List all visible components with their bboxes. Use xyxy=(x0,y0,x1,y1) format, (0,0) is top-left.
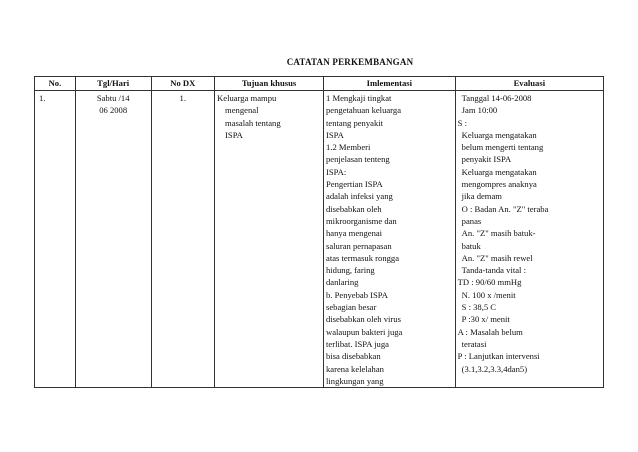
cell-line: (3.1,3.2,3.3,4dan5) xyxy=(461,363,528,374)
cell-line: Sabtu /14 xyxy=(96,93,130,103)
header-no: No. xyxy=(35,77,76,91)
cell-line: sebagian besar xyxy=(326,302,377,313)
cell-no-dx xyxy=(151,91,215,388)
cell-line: Tanggal 14-06-2008 xyxy=(461,93,532,103)
cell-tujuan-khusus xyxy=(215,91,324,388)
header-implementasi: Imlementasi xyxy=(324,77,456,91)
cell-line: walaupun bakteri juga xyxy=(326,326,403,337)
cell-line: ISPA xyxy=(225,129,243,140)
cell-line: P : Lanjutkan intervensi xyxy=(457,351,540,362)
cell-tgl-hari xyxy=(75,91,151,388)
cell-line: tentang penyakit xyxy=(326,117,384,128)
cell-line: An. "Z" masih batuk- xyxy=(461,228,536,239)
cell-line: 1 Mengkaji tingkat xyxy=(326,93,392,103)
cell-line: saluran pernapasan xyxy=(326,240,392,251)
cell-line: mengenal xyxy=(225,105,259,116)
cell-line: disebabkan oleh xyxy=(326,203,382,214)
cell-line: masalah tentang xyxy=(225,117,281,128)
cell-line: A : Masalah belum xyxy=(457,326,523,337)
cell-line: pengetahuan keluarga xyxy=(326,105,402,116)
cell-line: jika demam xyxy=(461,191,502,202)
cell-line: adalah infeksi yang xyxy=(326,191,393,202)
cell-line: O : Badan An. "Z" teraba xyxy=(461,203,549,214)
cell-line: S : xyxy=(457,117,467,128)
header-tgl-hari: Tgl/Hari xyxy=(75,77,151,91)
cell-line: 06 2008 xyxy=(99,105,128,116)
cell-line: penjelasan tenteng xyxy=(326,154,390,165)
cell-line: hidung, faring xyxy=(326,265,375,276)
table-header-row xyxy=(35,77,604,91)
cell-line: b. Penyebab ISPA xyxy=(326,289,388,300)
cell-line: Tanda-tanda vital : xyxy=(461,265,526,276)
header-evaluasi: Evaluasi xyxy=(455,77,603,91)
cell-evaluasi xyxy=(455,91,603,388)
cell-line: mengompres anaknya xyxy=(461,179,537,190)
cell-line: 1.2 Memberi xyxy=(326,142,371,153)
cell-line: N. 100 x /menit xyxy=(461,289,516,300)
cell-line: Jam 10:00 xyxy=(461,105,498,116)
cell-line: terlibat. ISPA juga xyxy=(326,338,389,349)
cell-line: panas xyxy=(461,215,482,226)
cell-line: belum mengerti tentang xyxy=(461,142,544,153)
cell-implementasi xyxy=(324,91,456,388)
cell-line: bisa disebabkan xyxy=(326,351,381,362)
cell-line: atas termasuk rongga xyxy=(326,252,400,263)
header-no-dx: No DX xyxy=(151,77,215,91)
cell-line: penyakit ISPA xyxy=(461,154,512,165)
cell-line: 1. xyxy=(179,93,186,103)
cell-line: Pengertian ISPA xyxy=(326,179,383,190)
page-title-text: CATATAN PERKEMBANGAN xyxy=(286,57,414,67)
cell-line: lingkungan yang xyxy=(326,375,384,386)
cell-line: 1. xyxy=(39,93,46,103)
page-title xyxy=(0,57,638,67)
cell-line: Keluarga mengatakan xyxy=(461,166,537,177)
cell-line: Keluarga mampu xyxy=(217,93,277,103)
cell-line: danlaring xyxy=(326,277,359,288)
cell-no xyxy=(35,91,76,388)
header-tujuan-khusus: Tujuan khusus xyxy=(215,77,324,91)
cell-line: An. "Z" masih rewel xyxy=(461,252,533,263)
cell-line: teratasi xyxy=(461,338,487,349)
cell-line: ISPA: xyxy=(326,166,347,177)
cell-line: S : 38,5 C xyxy=(461,302,497,313)
cell-line: mikroorganisme dan xyxy=(326,215,397,226)
cell-line: TD : 90/60 mmHg xyxy=(457,277,522,288)
progress-notes-table xyxy=(34,76,604,388)
cell-line: ISPA xyxy=(326,129,344,140)
cell-line: batuk xyxy=(461,240,481,251)
cell-line: Keluarga mengatakan xyxy=(461,129,537,140)
cell-line: hanya mengenai xyxy=(326,228,383,239)
table-row xyxy=(35,91,604,388)
cell-line: disebabkan oleh virus xyxy=(326,314,401,325)
cell-line: karena kelelahan xyxy=(326,363,384,374)
cell-line: P :30 x/ menit xyxy=(461,314,510,325)
